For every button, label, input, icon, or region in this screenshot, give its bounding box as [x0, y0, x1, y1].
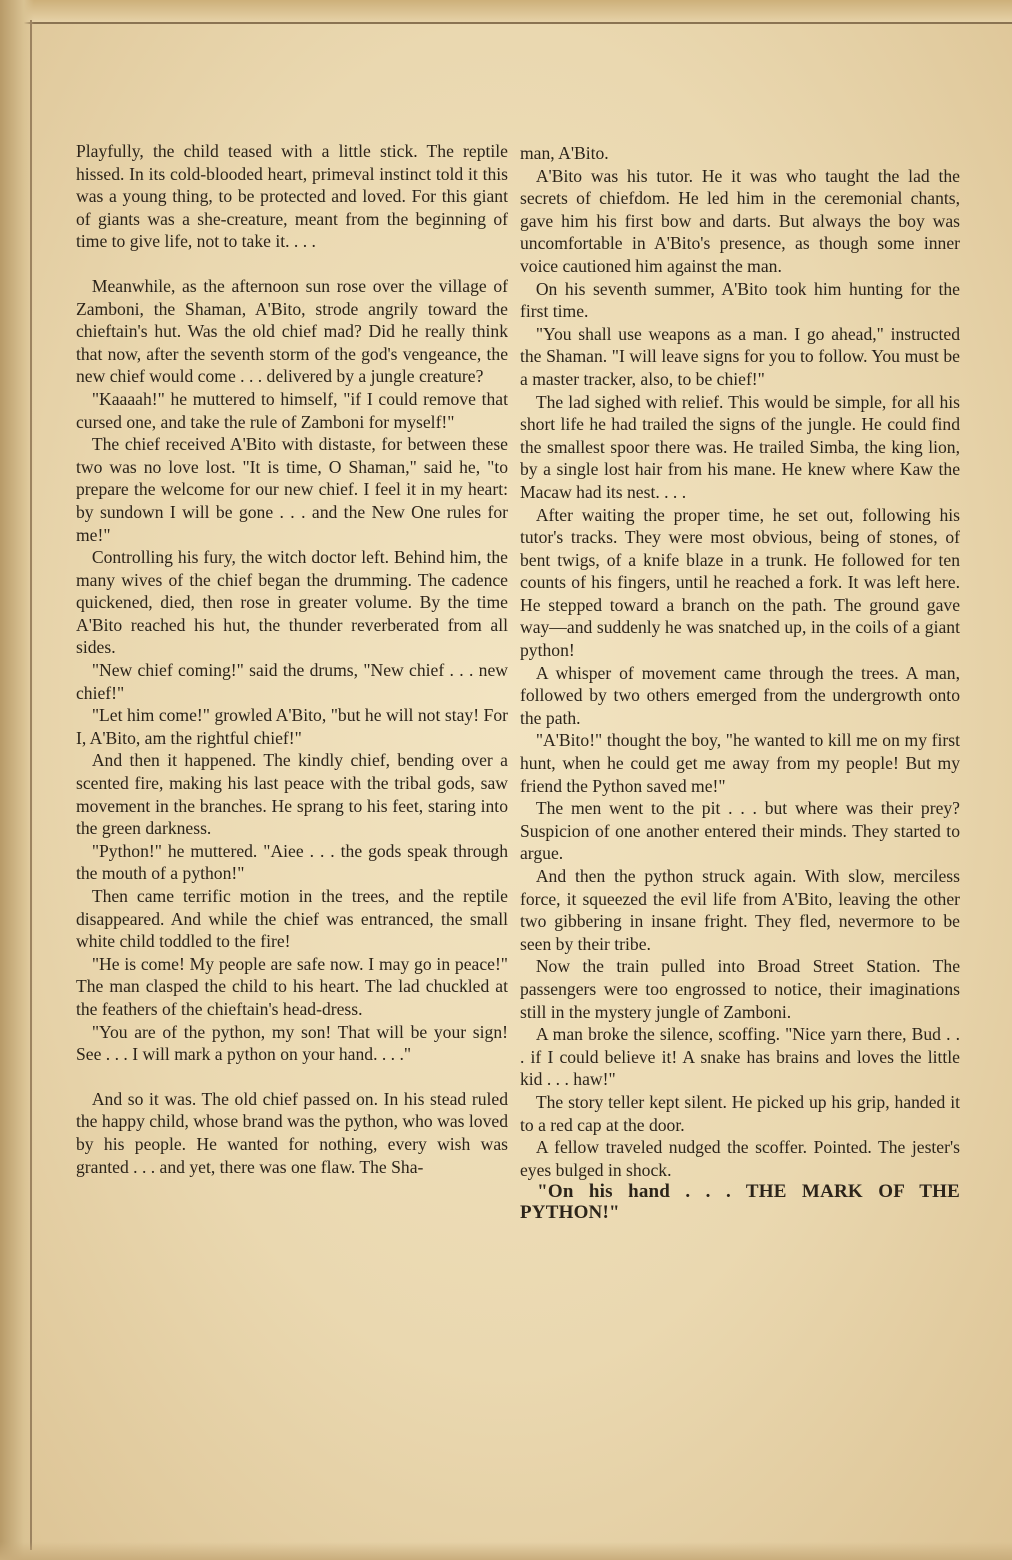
paragraph: The story teller kept silent. He picked up his grip, handed it to a red cap at the door. — [520, 1091, 960, 1135]
paragraph: "Let him come!" growled A'Bito, "but he will not stay! For I, A'Bito, am the rightful chief!" — [76, 705, 508, 748]
spine-fold-line — [30, 20, 32, 1550]
page-top-edge — [0, 0, 1012, 24]
paragraph: The men went to the pit . . . but where was their prey? Suspicion of one another entered their minds. They started to argue. — [520, 798, 960, 864]
paragraph: A whisper of movement came through the trees. A man, followed by two others emerged from the undergrowth onto the path. — [520, 662, 960, 728]
paragraph: Now the train pulled into Broad Street Station. The passengers were too engrossed to notice, their imaginations still in the mystery jungle of Zamboni. — [520, 956, 960, 1022]
paragraph: And then it happened. The kindly chief, bending over a scented fire, making his last peace with the tribal gods, saw movement in the branches. He sprang to his feet, staring into the green darkness. — [76, 750, 508, 839]
page-spine — [0, 0, 34, 1560]
paragraph: "He is come! My people are safe now. I may go in peace!" The man clasped the child to his heart. The lad chuckled at the feathers of the chieftain's head-dress. — [76, 953, 508, 1019]
paragraph: A man broke the silence, scoffing. "Nice yarn there, Bud . . . if I could believe it! A snake has brains and loves the little kid . . . haw!" — [520, 1024, 960, 1090]
paragraph: Playfully, the child teased with a little stick. The reptile hissed. In its cold-blooded heart, primeval instinct told it this was a young thing, to be protected and loved. For this giant of giants was a she-creature, meant from the beginning of time to give life, not to take it. . . . — [76, 141, 508, 252]
paragraph: "You are of the python, my son! That will be your sign! See . . . I will mark a python on your hand. . . ." — [76, 1021, 508, 1065]
paragraph: Meanwhile, as the afternoon sun rose over the village of Zamboni, the Shaman, A'Bito, strode angrily toward the chieftain's hut. Was the old chief mad? Did he really think that now, after the seventh storm of the god's vengeance, the new chief would come . . . delivered by a jungle creature? — [76, 275, 508, 387]
closing-line: "On his hand . . . THE MARK OF THE PYTHON!" — [520, 1181, 960, 1224]
paragraph: "Python!" he muttered. "Aiee . . . the gods speak through the mouth of a python!" — [76, 840, 508, 884]
paragraph: And so it was. The old chief passed on. In his stead ruled the happy child, whose brand was the python, who was loved by his people. He wanted for nothing, every wish was granted . . . and yet, there was one flaw. The Sha- — [76, 1088, 508, 1177]
left-column — [76, 140, 508, 1178]
paragraph: "Kaaaah!" he muttered to himself, "if I could remove that cursed one, and take the rule of Zamboni for myself!" — [76, 388, 508, 432]
paragraph: A'Bito was his tutor. He it was who taught the lad the secrets of chiefdom. He led him in the ceremonial chants, gave him his first bow and darts. But always the boy was uncomfortable in A'Bito's presence, as though some inner voice cautioned him against the man. — [520, 165, 960, 276]
paragraph: Then came terrific motion in the trees, and the reptile disappeared. And while the chief was entranced, the small white child toddled to the fire! — [76, 886, 508, 952]
paragraph: "You shall use weapons as a man. I go ahead," instructed the Shaman. "I will leave signs for you to follow. You must be a master tracker, also, to be chief!" — [520, 323, 960, 389]
right-column — [520, 142, 960, 1223]
paragraph: On his seventh summer, A'Bito took him hunting for the first time. — [520, 278, 960, 322]
paragraph: And then the python struck again. With slow, merciless force, it squeezed the evil life from A'Bito, leaving the other two gibbering in insane fright. They fled, nevermore to be seen by their tribe. — [520, 866, 960, 954]
paragraph: A fellow traveled nudged the scoffer. Pointed. The jester's eyes bulged in shock. — [520, 1137, 960, 1180]
paragraph: man, A'Bito. — [520, 143, 609, 163]
paragraph: The lad sighed with relief. This would be simple, for all his short life he had trailed the signs of the jungle. He could find the smallest spoor there was. He trailed Simba, the king lion, by a single lost hair from his mane. He knew where Kaw the Macaw had its nest. . . . — [520, 391, 960, 502]
paragraph: After waiting the proper time, he set out, following his tutor's tracks. They were most obvious, being of stones, of bent twigs, of a knife blaze in a trunk. He followed for ten counts of his fingers, until he reached a fork. It was left here. He stepped toward a branch on the path. The ground gave way—and suddenly he was snatched up, in the coils of a giant python! — [520, 504, 960, 661]
page-bottom-edge — [0, 1542, 1012, 1560]
paragraph: "New chief coming!" said the drums, "New chief . . . new chief!" — [76, 660, 508, 703]
paragraph: Controlling his fury, the witch doctor left. Behind him, the many wives of the chief began the drumming. The cadence quickened, died, then rose in greater volume. By the time A'Bito reached his hut, the thunder reverberated from all sides. — [76, 547, 508, 658]
paragraph: The chief received A'Bito with distaste, for between these two was no love lost. "It is time, O Shaman," said he, "to prepare the welcome for our new chief. I feel it in my heart: by sundown I will be gone . . . and the New One rules for me!" — [76, 434, 508, 545]
paragraph: "A'Bito!" thought the boy, "he wanted to kill me on my first hunt, when he could get me away from my people! But my friend the Python saved me!" — [520, 730, 960, 796]
